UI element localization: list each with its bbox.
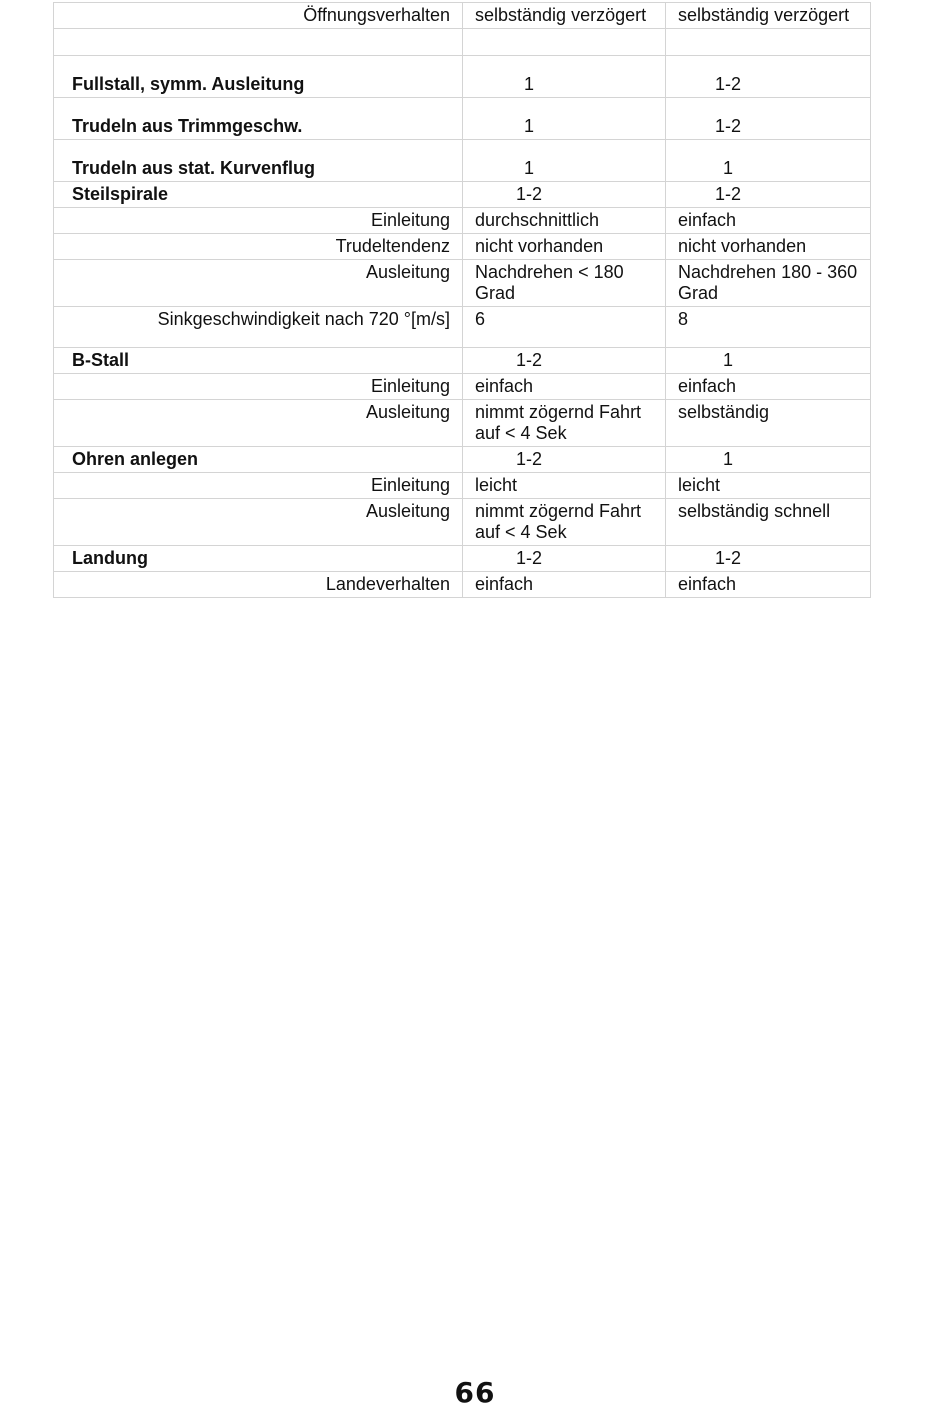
rating-col1: 1-2	[463, 182, 666, 208]
row-label: Öffnungsverhalten	[54, 3, 463, 29]
rating-col2: 1-2	[666, 182, 871, 208]
flight-characteristics-table	[53, 2, 871, 598]
table-row	[54, 473, 871, 499]
table-row-section	[54, 447, 871, 473]
value-col2: 8	[666, 307, 871, 348]
value-col2: leicht	[666, 473, 871, 499]
rating-col1: 1	[463, 98, 666, 140]
table-row-section	[54, 56, 871, 98]
section-label: Trudeln aus Trimmgeschw.	[54, 98, 463, 140]
value-line: nimmt zögernd Fahrt	[475, 501, 642, 521]
rating-col2: 1-2	[666, 98, 871, 140]
table-row-section	[54, 546, 871, 572]
rating-col1: 1-2	[463, 447, 666, 473]
value-line: auf < 4 Sek	[475, 522, 567, 542]
value-line: auf < 4 Sek	[475, 423, 567, 443]
table-row	[54, 260, 871, 307]
value-col1: einfach	[463, 374, 666, 400]
table-row	[54, 307, 871, 348]
section-label: Steilspirale	[54, 182, 463, 208]
value-col2: selbständig schnell	[666, 499, 871, 546]
row-label: Einleitung	[54, 208, 463, 234]
value-line: nimmt zögernd Fahrt	[475, 402, 642, 422]
value-col1	[463, 29, 666, 56]
rating-col1: 1	[463, 56, 666, 98]
value-line: Grad	[475, 283, 516, 303]
rating-col1: 1	[463, 140, 666, 182]
rating-col1: 1-2	[463, 348, 666, 374]
table-row	[54, 208, 871, 234]
section-label: Ohren anlegen	[54, 447, 463, 473]
rating-col2: 1	[666, 140, 871, 182]
table-row-section	[54, 348, 871, 374]
section-label: Landung	[54, 546, 463, 572]
value-col2: selbständig	[666, 400, 871, 447]
value-col1	[463, 260, 666, 307]
value-col2: einfach	[666, 208, 871, 234]
section-label: B-Stall	[54, 348, 463, 374]
rating-col2: 1-2	[666, 56, 871, 98]
row-label: Sinkgeschwindigkeit nach 720 °[m/s]	[54, 307, 463, 348]
table-row	[54, 400, 871, 447]
rating-col1: 1-2	[463, 546, 666, 572]
value-col1	[463, 400, 666, 447]
section-label: Fullstall, symm. Ausleitung	[54, 56, 463, 98]
value-col2: selbständig verzögert	[666, 3, 871, 29]
rating-col2: 1	[666, 348, 871, 374]
value-col1: nicht vorhanden	[463, 234, 666, 260]
value-col1: durchschnittlich	[463, 208, 666, 234]
table-row-section	[54, 182, 871, 208]
value-col1: 6	[463, 307, 666, 348]
row-label: Trudeltendenz	[54, 234, 463, 260]
value-col1: selbständig verzögert	[463, 3, 666, 29]
value-col2: einfach	[666, 572, 871, 598]
value-col2	[666, 29, 871, 56]
row-label: Ausleitung	[54, 499, 463, 546]
row-label: Landeverhalten	[54, 572, 463, 598]
table-row-section	[54, 140, 871, 182]
table-row	[54, 234, 871, 260]
row-label: Einleitung	[54, 473, 463, 499]
value-line: Nachdrehen < 180	[475, 262, 624, 282]
table-row	[54, 572, 871, 598]
row-label: Einleitung	[54, 374, 463, 400]
value-col1: leicht	[463, 473, 666, 499]
value-col1: einfach	[463, 572, 666, 598]
value-line: Nachdrehen 180 - 360	[678, 262, 858, 282]
row-label	[54, 29, 463, 56]
table-row	[54, 499, 871, 546]
page-number: 66	[454, 1376, 496, 1409]
section-label: Trudeln aus stat. Kurvenflug	[54, 140, 463, 182]
rating-col2: 1	[666, 447, 871, 473]
table-row-section	[54, 98, 871, 140]
value-line: Grad	[678, 283, 719, 303]
table-row	[54, 3, 871, 29]
value-col2	[666, 260, 871, 307]
table-row-empty	[54, 29, 871, 56]
value-col2: einfach	[666, 374, 871, 400]
row-label: Ausleitung	[54, 400, 463, 447]
table-row	[54, 374, 871, 400]
value-col1	[463, 499, 666, 546]
rating-col2: 1-2	[666, 546, 871, 572]
row-label: Ausleitung	[54, 260, 463, 307]
value-col2: nicht vorhanden	[666, 234, 871, 260]
